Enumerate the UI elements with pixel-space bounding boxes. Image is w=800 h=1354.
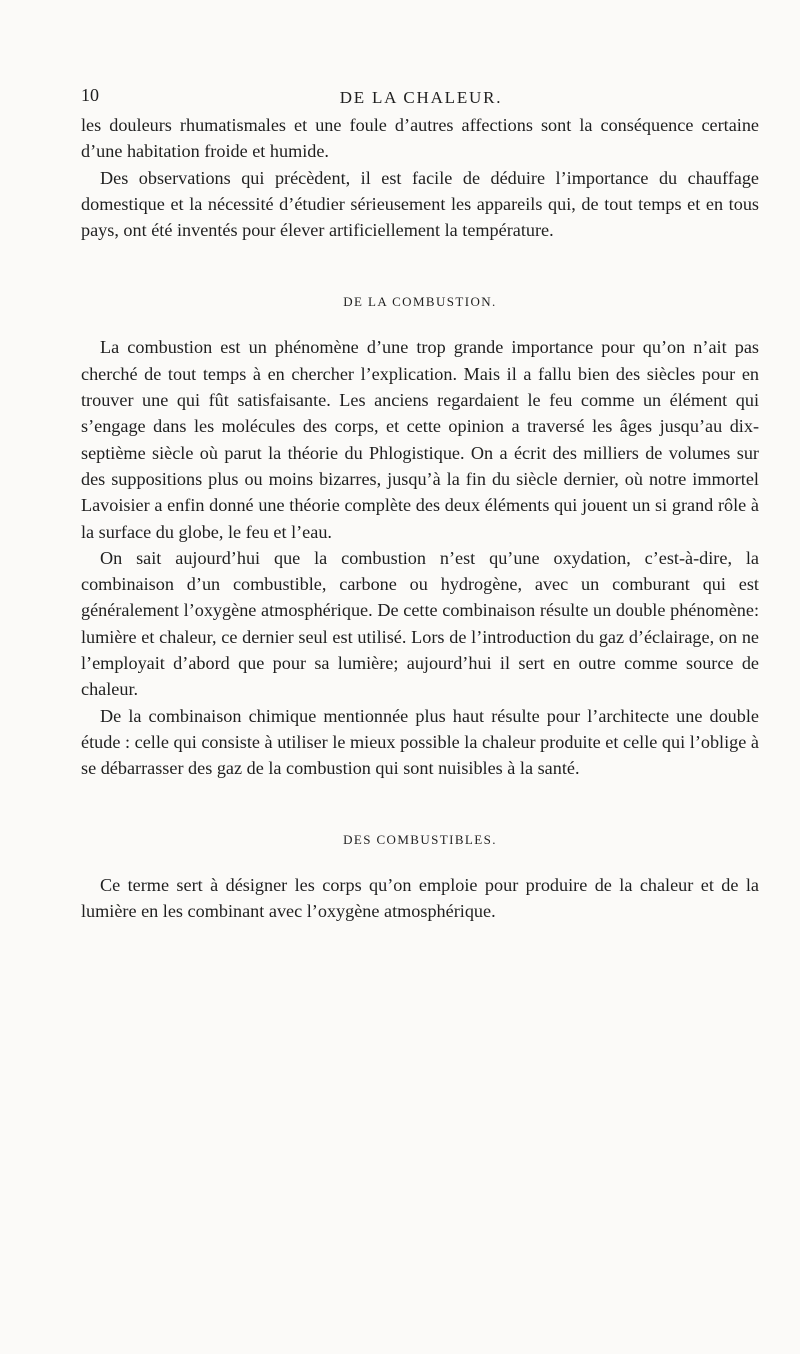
section-title-combustibles: DES COMBUSTIBLES. [343,831,497,847]
paragraph-combustion-history: La combustion est un phénomène d’une trop grande importance pour qu’on n’ait pas cherché de tout temps à en chercher l’explication. Mais il a fallu bien des siècles pour en trouver une qui fût satisfaisante. Les anciens regardaient le feu comme un élément qui s’engage dans les molécules des corps, et cette opinion a traversé les âges jusqu’au dix-septième siècle où parut la théorie du Phlogistique. On a écrit des milliers de volumes sur des suppositions plus ou moins bizarres, jusqu’à la fin du siècle dernier, où notre immortel Lavoisier a enfin donné une théorie complète des deux éléments qui jouent un si grand rôle à la surface du globe, le feu et l’eau. [81,337,759,542]
paragraph-continued: les douleurs rhumatismales et une foule d’autres affections sont la conséquence certaine d’une habitation froide et humide. [81,115,759,162]
paragraph-oxidation: On sait aujourd’hui que la combustion n’est qu’une oxydation, c’est-à-dire, la combinaison d’un combustible, carbone ou hydrogène, avec un comburant qui est généralement l’oxygène atmosphérique. De cette combinaison résulte un double phénomène: lumière et chaleur, ce dernier seul est utilisé. Lors de l’introduction du gaz d’éclairage, on ne l’employait d’abord que pour sa lumière; aujourd’hui il sert en outre comme source de chaleur. [81,547,759,700]
paragraph-combustibles-definition: Ce terme sert à désigner les corps qu’on emploie pour produire de la chaleur et de la lumière en les combinant avec l’oxygène atmosphérique. [81,874,759,921]
page-header [81,85,761,111]
page-body [81,112,759,924]
section-title-combustion: DE LA COMBUSTION. [343,294,497,310]
paragraph-heating: Des observations qui précèdent, il est facile de déduire l’importance du chauffage domestique et la nécessité d’étudier sérieusement les appareils qui, de tout temps et en tous pays, ont été inventés pour élever artificiellement la température. [81,167,759,241]
page-number: 10 [81,85,99,105]
running-title: DE LA CHALEUR. [339,88,503,107]
paragraph-architect-study: De la combinaison chimique mentionnée plus haut résulte pour l’architecte une double étude : celle qui consiste à utiliser le mieux possible la chaleur produite et celle qui l’oblige à se débarrasser des gaz de la combustion qui sont nuisibles à la santé. [81,705,759,779]
